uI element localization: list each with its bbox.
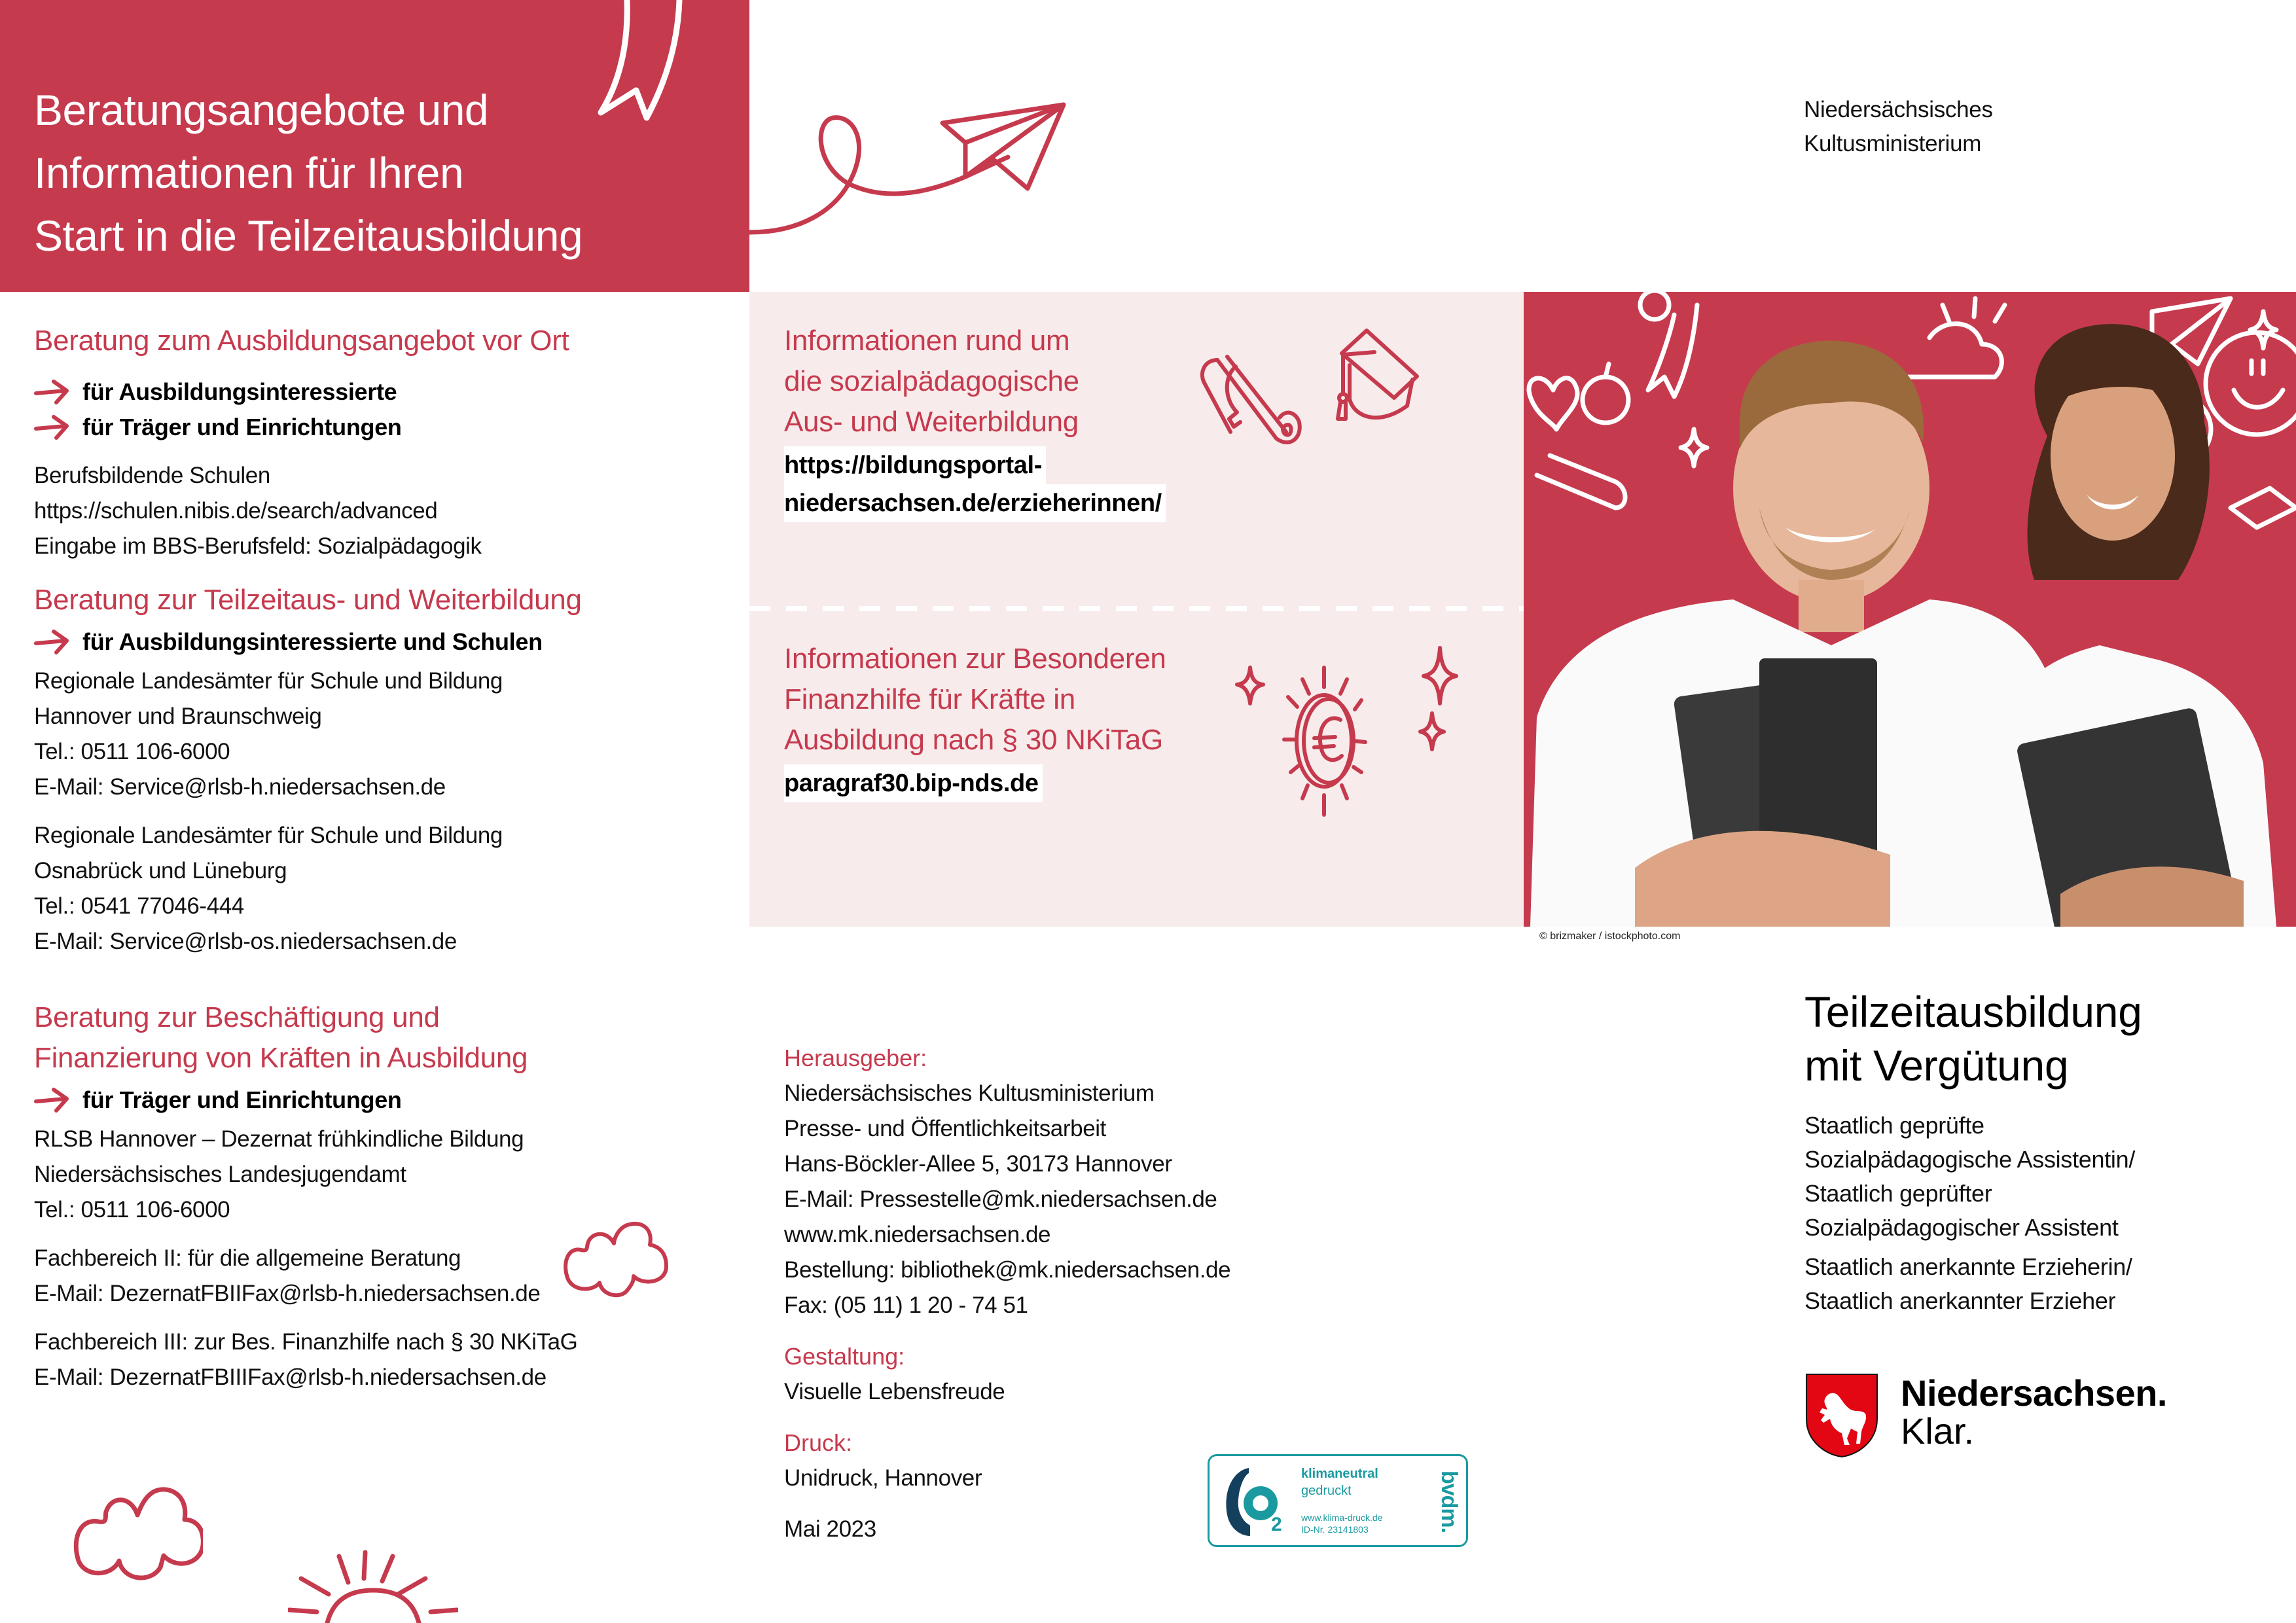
- cover-subtitle-line: Sozialpädagogischer Assistent: [1804, 1214, 2119, 1241]
- info-heading-line: Aus- und Weiterbildung: [784, 406, 1079, 438]
- header-title-line: Informationen für Ihren: [34, 149, 464, 197]
- info-heading-line: die sozialpädagogische: [784, 365, 1079, 397]
- body-text: RLSB Hannover – Dezernat frühkindliche Bildung: [34, 1126, 524, 1152]
- badge-id: ID-Nr. 23141803: [1301, 1524, 1369, 1535]
- body-text: Fachbereich II: für die allgemeine Beratung: [34, 1245, 461, 1271]
- link-line[interactable]: paragraf30.bip-nds.de: [784, 764, 1043, 802]
- info-heading-line: Informationen rund um: [784, 325, 1070, 357]
- info-heading-line: Ausbildung nach § 30 NKiTaG: [784, 724, 1163, 756]
- bvdm-logo: [1436, 1465, 1462, 1537]
- body-text: Niedersächsisches Landesjugendamt: [34, 1162, 406, 1187]
- cover-title-line: Teilzeitausbildung: [1804, 988, 2142, 1036]
- badge-text: klimaneutral: [1301, 1467, 1378, 1481]
- email-link[interactable]: E-Mail: Service@rlsb-os.niedersachsen.de: [34, 929, 457, 954]
- header-title-line: Beratungsangebote und: [34, 86, 489, 134]
- publisher-label: Herausgeber:: [784, 1044, 927, 1071]
- publisher-line: Niedersächsisches Kultusministerium: [784, 1080, 1155, 1106]
- body-text: Regionale Landesämter für Schule und Bildung: [34, 823, 503, 848]
- section-heading-line: Beratung zur Beschäftigung und: [34, 1001, 440, 1033]
- svg-text:2: 2: [1271, 1514, 1282, 1535]
- bildungsportal-link[interactable]: [784, 446, 1255, 522]
- section-local-advice: [34, 321, 721, 564]
- body-text: Eingabe im BBS-Berufsfeld: Sozialpädagogik: [34, 533, 482, 559]
- flower-icon: [1640, 292, 1669, 319]
- arrow-right-icon: [34, 379, 71, 405]
- cover-subtitle-line: Staatlich anerkannte Erzieherin/: [1804, 1253, 2132, 1280]
- info-block-financial-aid: [784, 639, 1255, 802]
- design-label: Gestaltung:: [784, 1343, 905, 1370]
- section-heading: Beratung zur Teilzeitaus- und Weiterbildung: [34, 584, 582, 616]
- sparkle-icon: [1681, 429, 1707, 466]
- cover-subtitle-assistant: [1804, 1109, 2276, 1245]
- body-text: Berufsbildende Schulen: [34, 463, 270, 488]
- ministry-line: Niedersächsisches: [1804, 97, 1993, 122]
- graduation-cap-icon: [2231, 488, 2296, 527]
- section-part-time-training: [34, 580, 721, 959]
- paragraf30-link[interactable]: [784, 764, 1255, 802]
- hero-photo: [1524, 292, 2296, 927]
- section-heading: [34, 997, 721, 1079]
- order-email-link[interactable]: Bestellung: bibliothek@mk.niedersachsen.de: [784, 1257, 1231, 1283]
- target-label: für Träger und Einrichtungen: [82, 414, 402, 440]
- diploma-scroll-icon: [1191, 340, 1322, 458]
- publisher-website-link[interactable]: www.mk.niedersachsen.de: [784, 1222, 1051, 1247]
- cover-title: [1804, 985, 2142, 1092]
- target-label: für Ausbildungsinteressierte: [82, 378, 397, 405]
- target-item: [34, 374, 721, 410]
- info-block-education: [784, 321, 1255, 522]
- cover-subtitle-line: Staatlich geprüfte: [1804, 1112, 1984, 1139]
- section-heading-line: Finanzierung von Kräften in Ausbildung: [34, 1042, 528, 1074]
- logo-claim-text: Klar.: [1901, 1410, 1975, 1452]
- sun-doodle-icon: [288, 1544, 458, 1623]
- euro-coin-icon: [1230, 641, 1479, 825]
- doodle-pattern: [1524, 292, 2296, 927]
- header-title: [34, 79, 689, 267]
- coat-of-arms-icon: [1805, 1373, 1878, 1458]
- ministry-line: Kultusministerium: [1804, 131, 1982, 156]
- cloud-doodle-icon: [72, 1479, 203, 1590]
- arrow-right-icon: [34, 629, 71, 655]
- design-value: Visuelle Lebensfreude: [784, 1379, 1005, 1404]
- cloud-doodle-icon: [562, 1217, 679, 1302]
- badge-text: gedruckt: [1301, 1484, 1352, 1498]
- co2-icon: [1223, 1465, 1295, 1539]
- phone-text: Tel.: 0541 77046-444: [34, 893, 244, 919]
- apple-icon: [1583, 377, 1628, 423]
- niedersachsen-logo: [1801, 1369, 2168, 1454]
- arrow-right-icon: [34, 1087, 71, 1113]
- publisher-fax: Fax: (05 11) 1 20 - 74 51: [784, 1293, 1028, 1318]
- section-heading: Beratung zum Ausbildungsangebot vor Ort: [34, 325, 569, 357]
- publisher-email-link[interactable]: E-Mail: Pressestelle@mk.niedersachsen.de: [784, 1186, 1217, 1212]
- url-link[interactable]: https://schulen.nibis.de/search/advanced: [34, 498, 438, 524]
- scroll-icon: [1537, 455, 1625, 508]
- ministry-name: [1804, 93, 1993, 161]
- cover-subtitle-educator: [1804, 1250, 2276, 1318]
- cover-subtitle-line: Staatlich geprüfter: [1804, 1180, 1992, 1207]
- info-heading: [784, 639, 1255, 760]
- cover-title-line: mit Vergütung: [1804, 1041, 2069, 1090]
- sparkle-icon: [2250, 312, 2276, 348]
- phone-text: Tel.: 0511 106-6000: [34, 1197, 230, 1222]
- section-employment-funding: [34, 997, 721, 1395]
- publisher-address: Hans-Böckler-Allee 5, 30173 Hannover: [784, 1151, 1172, 1177]
- target-label: für Träger und Einrichtungen: [82, 1086, 402, 1113]
- photo-credit: © brizmaker / istockphoto.com: [1539, 931, 1681, 942]
- cover-subtitle-line: Sozialpädagogische Assistentin/: [1804, 1146, 2136, 1173]
- email-link[interactable]: E-Mail: DezernatFBIIFax@rlsb-h.niedersachsen.de: [34, 1281, 541, 1306]
- dashed-divider: [749, 606, 1524, 611]
- link-line[interactable]: https://bildungsportal-: [784, 446, 1046, 484]
- publisher-line: Presse- und Öffentlichkeitsarbeit: [784, 1116, 1106, 1141]
- email-link[interactable]: E-Mail: Service@rlsb-h.niedersachsen.de: [34, 774, 446, 800]
- people-photo: [1530, 324, 2276, 927]
- paper-plane-doodle-icon: [749, 92, 1090, 242]
- badge-url: www.klima-druck.de: [1301, 1512, 1383, 1523]
- body-text: Hannover und Braunschweig: [34, 704, 322, 729]
- graduation-cap-icon: [1335, 327, 1433, 438]
- email-link[interactable]: E-Mail: DezernatFBIIIFax@rlsb-h.niedersachsen.de: [34, 1364, 547, 1390]
- header-title-line: Start in die Teilzeitausbildung: [34, 211, 583, 260]
- cover-subtitle-line: Staatlich anerkannter Erzieher: [1804, 1287, 2116, 1314]
- info-heading-line: Finanzhilfe für Kräfte in: [784, 683, 1075, 715]
- body-text: Regionale Landesämter für Schule und Bildung: [34, 668, 503, 694]
- target-item: [34, 410, 721, 445]
- info-heading-line: Informationen zur Besonderen: [784, 643, 1166, 675]
- target-item: [34, 624, 721, 660]
- logo-brand-text: Niedersachsen.: [1901, 1372, 2167, 1414]
- phone-text: Tel.: 0511 106-6000: [34, 739, 230, 764]
- target-label: für Ausbildungsinteressierte und Schulen: [82, 628, 543, 655]
- arrow-right-icon: [34, 414, 71, 440]
- smiley-icon: [2206, 332, 2296, 435]
- bvdm-text: bvdm.: [1437, 1470, 1462, 1533]
- print-label: Druck:: [784, 1429, 853, 1456]
- target-item: [34, 1082, 721, 1118]
- heart-icon: [1529, 378, 1577, 429]
- climate-neutral-badge: [1208, 1454, 1468, 1547]
- publication-date: Mai 2023: [784, 1516, 876, 1542]
- body-text: Fachbereich III: zur Bes. Finanzhilfe nach § 30 NKiTaG: [34, 1329, 578, 1355]
- info-heading: [784, 321, 1255, 442]
- link-line[interactable]: niedersachsen.de/erzieherinnen/: [784, 484, 1166, 522]
- body-text: Osnabrück und Lüneburg: [34, 858, 287, 883]
- print-value: Unidruck, Hannover: [784, 1465, 982, 1491]
